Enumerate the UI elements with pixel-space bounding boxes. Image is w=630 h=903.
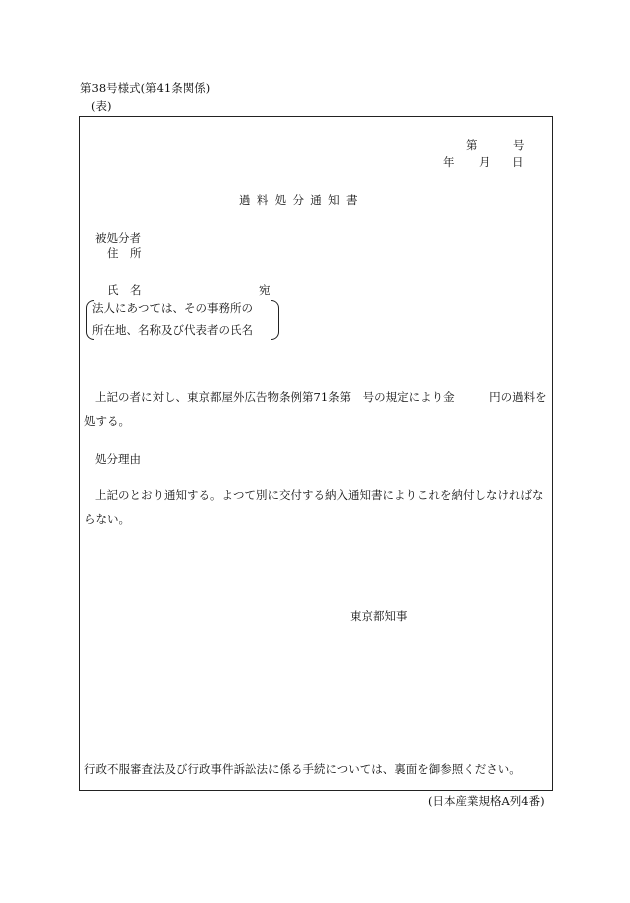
recipient-label: 被処分者 [95, 231, 141, 245]
notice-line2: らない。 [84, 512, 130, 526]
body-line1: 上記の者に対し、東京都屋外広告物条例第71条第 号の規定により金 円の過料を [95, 390, 547, 404]
day-label: 日 [512, 155, 524, 169]
address-label: 住 所 [107, 246, 142, 260]
honorific: 宛 [259, 283, 271, 297]
form-number: 第38号様式(第41条関係) [80, 81, 211, 95]
year-label: 年 [443, 155, 455, 169]
month-label: 月 [479, 155, 491, 169]
number-label: 第 [466, 138, 478, 152]
document-title: 過料処分通知書 [239, 193, 364, 207]
corporate-note-line2: 所在地、名称及び代表者の氏名 [92, 323, 253, 337]
standard-note: (日本産業規格A列4番) [428, 794, 545, 808]
issuer: 東京都知事 [350, 609, 408, 623]
number-suffix: 号 [513, 138, 525, 152]
name-label: 氏 名 [107, 283, 142, 297]
bracket-right [271, 300, 279, 340]
corporate-note-line1: 法人にあつては、その事務所の [92, 301, 253, 315]
document-frame [79, 116, 553, 791]
reason-label: 処分理由 [95, 452, 141, 466]
notice-line1: 上記のとおり通知する。よつて別に交付する納入通知書によりこれを納付しなければな [95, 488, 544, 502]
side-label: (表) [91, 99, 112, 113]
appeal-note: 行政不服審査法及び行政事件訴訟法に係る手続については、裏面を御参照ください。 [84, 762, 521, 776]
body-line2: 処する。 [84, 414, 130, 428]
